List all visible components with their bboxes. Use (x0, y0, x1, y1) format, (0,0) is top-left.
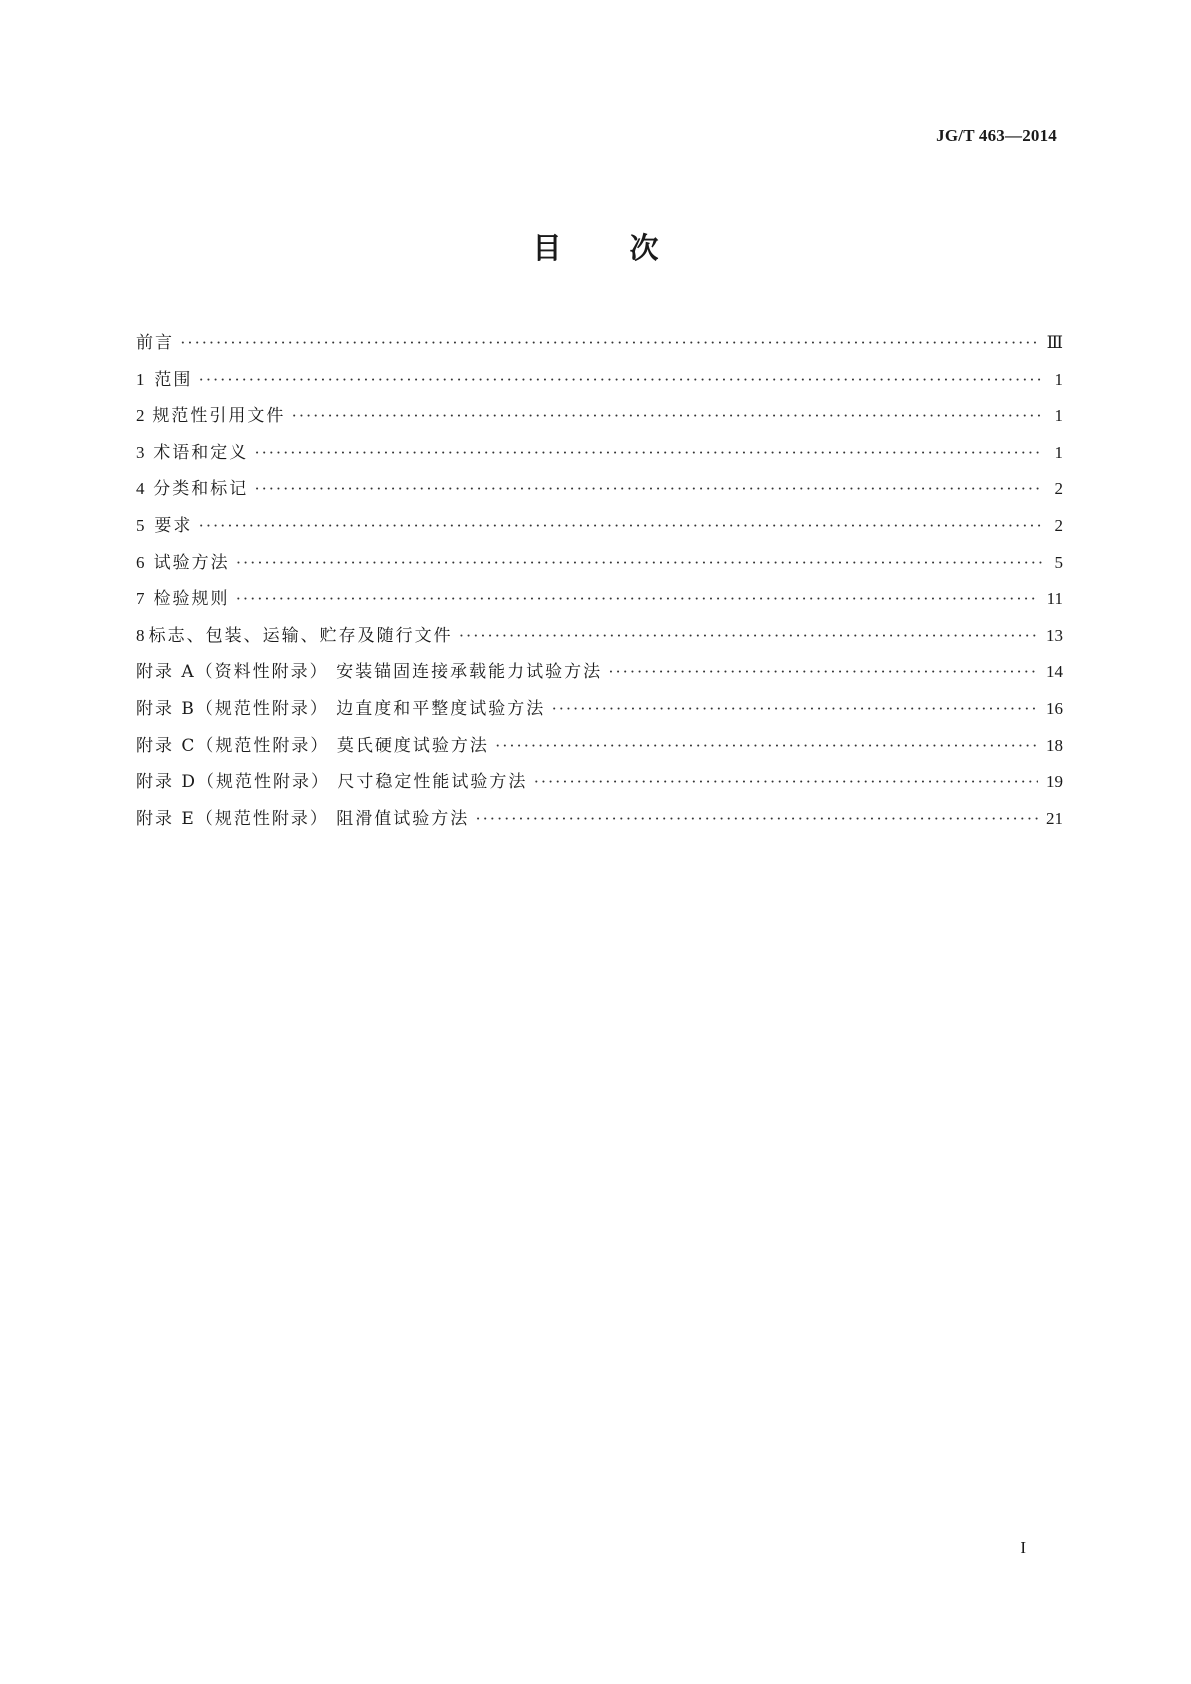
toc-entry-number: 4 (136, 479, 145, 499)
toc-entry-label: 附录 E（规范性附录） 阻滑值试验方法 (136, 808, 470, 829)
toc-dot-leader (495, 736, 1038, 756)
standard-code: JG/T 463—2014 (936, 126, 1057, 145)
toc-entry-page: 14 (1046, 662, 1063, 682)
page-number: I (1020, 1538, 1026, 1557)
toc-entry-page: 5 (1054, 552, 1063, 572)
toc-entry-page: Ⅲ (1046, 333, 1063, 352)
toc-entry-page: 13 (1046, 625, 1063, 645)
toc-entry-number: 2 (136, 406, 145, 426)
toc-entry-annex-d[interactable] (136, 767, 1063, 804)
toc-entry-label: 试验方法 (153, 552, 230, 573)
toc-dot-leader (459, 626, 1038, 646)
toc-entry-inspection-rules[interactable] (136, 584, 1063, 621)
toc-dot-leader (198, 516, 1043, 536)
toc-dot-leader (533, 772, 1038, 792)
toc-entry-label: 附录 C（规范性附录） 莫氏硬度试验方法 (136, 735, 489, 756)
toc-entry-page: 19 (1046, 772, 1063, 792)
toc-entry-foreword[interactable] (136, 328, 1063, 365)
toc-entry-label: 附录 B（规范性附录） 边直度和平整度试验方法 (136, 698, 546, 719)
toc-entry-number: 8 (136, 625, 145, 645)
toc-entry-label: 附录 A（资料性附录） 安装锚固连接承载能力试验方法 (136, 662, 603, 683)
toc-entry-label: 范围 (154, 369, 193, 390)
toc-dot-leader (291, 406, 1043, 426)
toc-dot-leader (608, 662, 1038, 682)
toc-entry-page: 1 (1054, 406, 1063, 426)
toc-entry-page: 11 (1046, 589, 1063, 609)
toc-dot-leader (236, 553, 1043, 573)
toc-entry-annex-a[interactable] (136, 657, 1063, 694)
toc-entry-number: 5 (136, 515, 145, 535)
toc-entry-test-methods[interactable] (136, 548, 1063, 585)
toc-entry-page: 2 (1054, 479, 1063, 499)
toc-entry-classification[interactable] (136, 474, 1063, 511)
toc-entry-scope[interactable] (136, 365, 1063, 402)
toc-entry-label: 术语和定义 (153, 442, 249, 463)
toc-entry-page: 16 (1046, 698, 1063, 718)
page-title-char-2: 次 (629, 231, 659, 265)
toc-entry-page: 18 (1046, 735, 1063, 755)
toc-entry-page: 1 (1054, 369, 1063, 389)
page-title (0, 226, 1191, 267)
toc-dot-leader (551, 699, 1038, 719)
toc-entry-page: 2 (1054, 515, 1063, 535)
toc-entry-label: 标志、包装、运输、贮存及随行文件 (148, 625, 453, 646)
toc-entry-page: 21 (1046, 808, 1063, 828)
table-of-contents (136, 328, 1063, 840)
toc-dot-leader (198, 370, 1043, 390)
toc-entry-number: 1 (136, 369, 145, 389)
toc-entry-label: 分类和标记 (153, 479, 249, 500)
toc-dot-leader (180, 333, 1039, 353)
toc-entry-label: 要求 (154, 515, 193, 536)
toc-dot-leader (254, 479, 1043, 499)
toc-entry-requirements[interactable] (136, 511, 1063, 548)
toc-entry-normative-references[interactable] (136, 401, 1063, 438)
toc-entry-annex-e[interactable] (136, 804, 1063, 841)
toc-entry-label: 附录 D（规范性附录） 尺寸稳定性能试验方法 (136, 772, 528, 793)
toc-dot-leader (254, 443, 1043, 463)
toc-entry-label: 规范性引用文件 (152, 406, 286, 427)
toc-entry-label: 检验规则 (153, 589, 230, 610)
toc-entry-annex-b[interactable] (136, 694, 1063, 731)
toc-entry-page: 1 (1054, 442, 1063, 462)
toc-entry-label: 前言 (136, 333, 174, 353)
toc-entry-number: 6 (136, 552, 145, 572)
toc-dot-leader (475, 809, 1038, 829)
toc-entry-marking-packaging[interactable] (136, 621, 1063, 658)
page-title-char-1: 目 (532, 231, 562, 265)
toc-entry-number: 7 (136, 589, 145, 609)
toc-entry-terms-definitions[interactable] (136, 438, 1063, 475)
toc-entry-number: 3 (136, 442, 145, 462)
toc-entry-annex-c[interactable] (136, 731, 1063, 768)
toc-dot-leader (236, 589, 1039, 609)
